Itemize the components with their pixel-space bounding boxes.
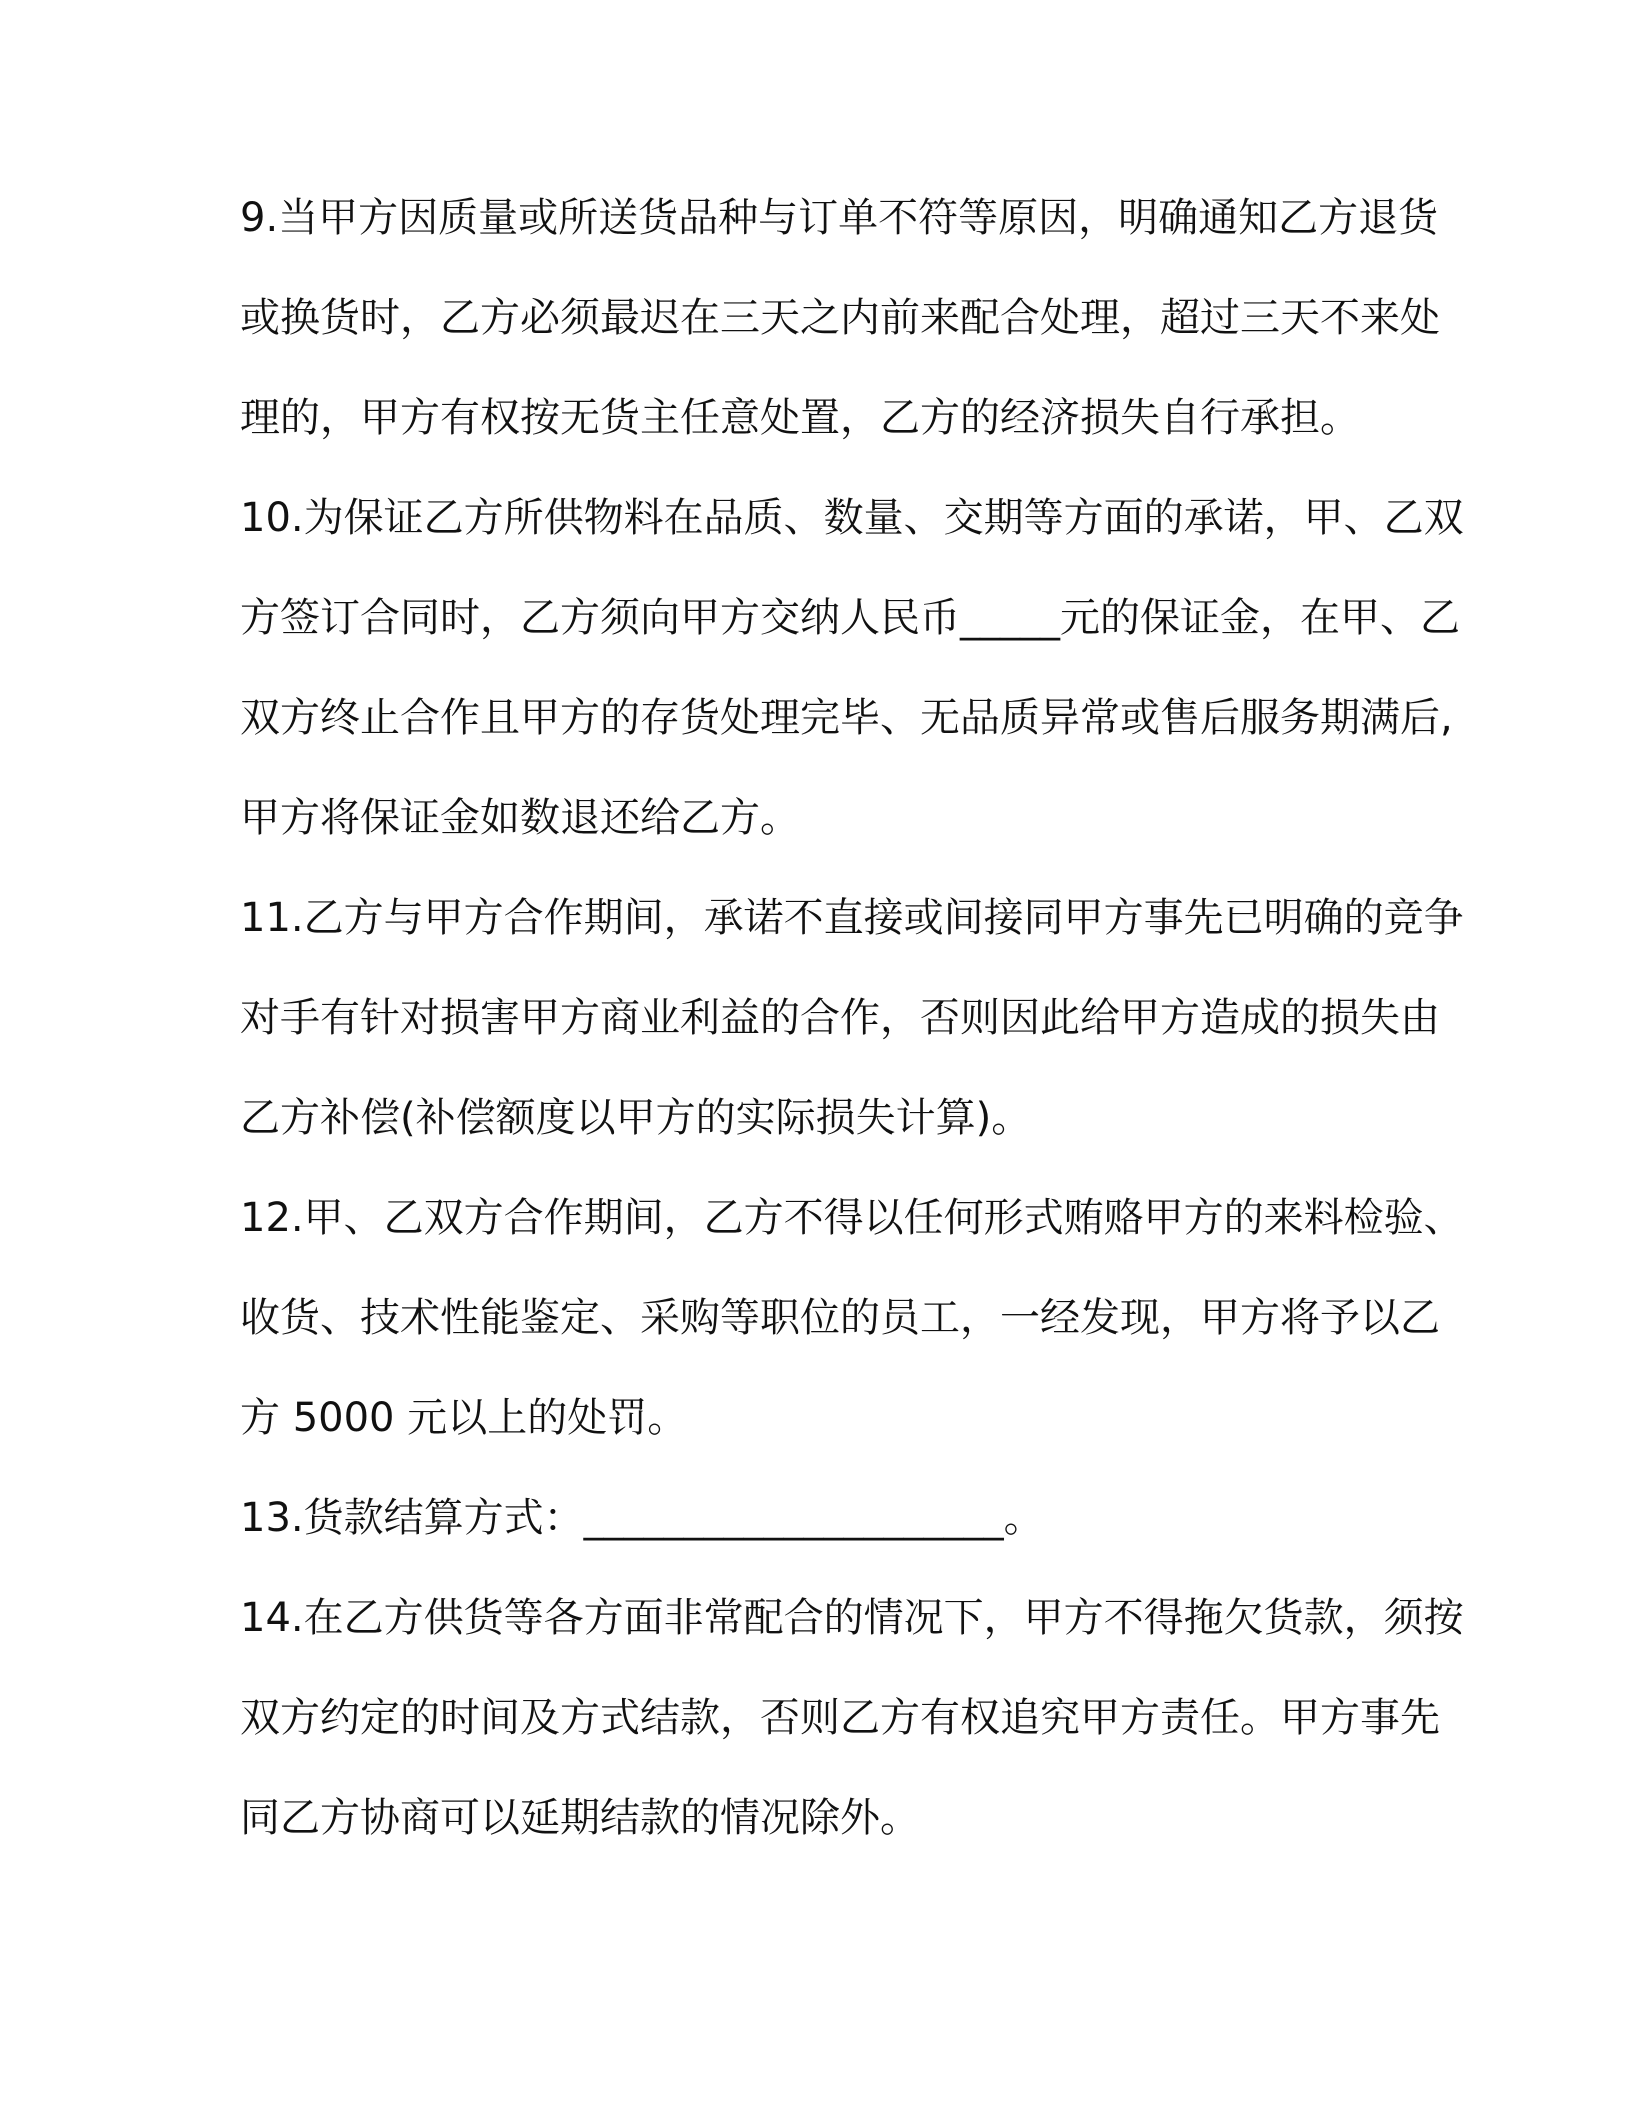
clause-14-line-1: 14.在乙方供货等各方面非常配合的情况下，甲方不得拖欠货款，须按 bbox=[240, 1595, 1464, 1641]
clause-9-line-2: 或换货时，乙方必须最迟在三天之内前来配合处理，超过三天不来处 bbox=[240, 295, 1440, 341]
clause-11-line-1: 11.乙方与甲方合作期间，承诺不直接或间接同甲方事先已明确的竞争 bbox=[240, 895, 1464, 941]
clause-11-line-3: 乙方补偿(补偿额度以甲方的实际损失计算)。 bbox=[240, 1095, 1032, 1141]
clause-12-line-3: 方 5000 元以上的处罚。 bbox=[240, 1395, 688, 1441]
clause-12-line-2: 收货、技术性能鉴定、采购等职位的员工，一经发现，甲方将予以乙 bbox=[240, 1295, 1440, 1341]
clause-13-line-1: 13.货款结算方式：_____________________。 bbox=[240, 1495, 1044, 1541]
clause-10-line-1: 10.为保证乙方所供物料在品质、数量、交期等方面的承诺，甲、乙双 bbox=[240, 495, 1464, 541]
clause-10-line-3: 双方终止合作且甲方的存货处理完毕、无品质异常或售后服务期满后, bbox=[240, 695, 1453, 741]
clause-11-line-2: 对手有针对损害甲方商业利益的合作，否则因此给甲方造成的损失由 bbox=[240, 995, 1440, 1041]
clause-9-line-1: 9.当甲方因质量或所送货品种与订单不符等原因，明确通知乙方退货 bbox=[240, 195, 1439, 241]
clause-10-line-4: 甲方将保证金如数退还给乙方。 bbox=[240, 795, 800, 841]
clause-9-line-3: 理的，甲方有权按无货主任意处置，乙方的经济损失自行承担。 bbox=[240, 395, 1360, 441]
clause-14-line-2: 双方约定的时间及方式结款，否则乙方有权追究甲方责任。甲方事先 bbox=[240, 1695, 1440, 1741]
clause-10-line-2: 方签订合同时，乙方须向甲方交纳人民币_____元的保证金，在甲、乙 bbox=[240, 595, 1460, 641]
clause-12-line-1: 12.甲、乙双方合作期间，乙方不得以任何形式贿赂甲方的来料检验、 bbox=[240, 1195, 1464, 1241]
clause-14-line-3: 同乙方协商可以延期结款的情况除外。 bbox=[240, 1795, 920, 1841]
